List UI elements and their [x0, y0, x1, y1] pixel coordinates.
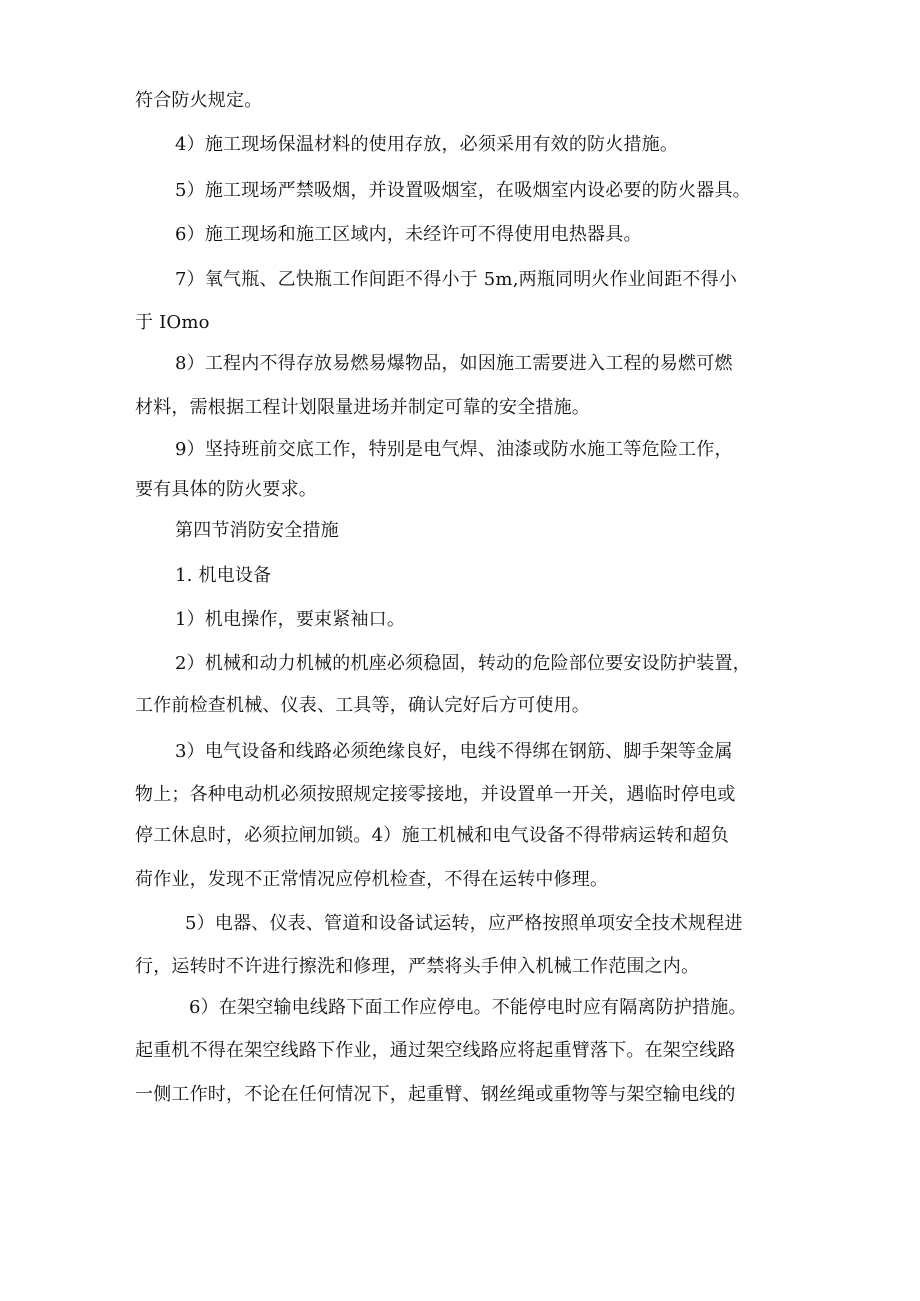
text-line: 要有具体的防火要求。: [135, 479, 317, 500]
text-line: 荷作业，发现不正常情况应停机检查，不得在运转中修理。: [135, 869, 609, 890]
section-heading: 第四节消防安全措施: [175, 520, 339, 541]
text-line: 1）机电操作，要束紧袖口。: [175, 609, 406, 630]
text-line: 符合防火规定。: [135, 90, 263, 111]
text-line: 8）工程内不得存放易燃易爆物品，如因施工需要进入工程的易燃可燃: [175, 353, 733, 374]
text-line: 5）电器、仪表、管道和设备试运转，应严格按照单项安全技术规程进: [185, 913, 743, 934]
text-line: 7）氧气瓶、乙快瓶工作间距不得小于 5m,两瓶同明火作业间距不得小: [175, 269, 738, 290]
text-line: 物上；各种电动机必须按照规定接零接地，并设置单一开关，遇临时停电或: [135, 784, 736, 805]
text-line: 5）施工现场严禁吸烟，并设置吸烟室，在吸烟室内设必要的防火器具。: [175, 180, 751, 201]
text-line: 4）施工现场保温材料的使用存放，必须采用有效的防火措施。: [175, 134, 679, 155]
text-line: 9）坚持班前交底工作，特别是电气焊、油漆或防水施工等危险工作，: [175, 439, 733, 460]
text-line: 起重机不得在架空线路下作业，通过架空线路应将起重臂落下。在架空线路: [135, 1040, 736, 1061]
text-line: 2）机械和动力机械的机座必须稳固，转动的危险部位要安设防护装置，: [175, 653, 751, 674]
text-line: 行，运转时不许进行擦洗和修理，严禁将头手伸入机械工作范围之内。: [135, 956, 700, 977]
text-line: 材料，需根据工程计划限量进场并制定可靠的安全措施。: [135, 397, 590, 418]
text-line: 工作前检查机械、仪表、工具等，确认完好后方可使用。: [135, 695, 590, 716]
text-line: 6）在架空输电线路下面工作应停电。不能停电时应有隔离防护措施。: [189, 997, 747, 1018]
text-line: 3）电气设备和线路必须绝缘良好，电线不得绑在钢筋、脚手架等金属: [175, 741, 733, 762]
text-line: 一侧工作时，不论在任何情况下，起重臂、钢丝绳或重物等与架空输电线的: [135, 1084, 736, 1105]
text-line: 6）施工现场和施工区域内，未经许可不得使用电热器具。: [175, 224, 642, 245]
subsection-heading: 1. 机电设备: [175, 565, 272, 586]
text-line: 于 IOmo: [135, 312, 210, 333]
text-line: 停工休息时，必须拉闸加锁。4）施工机械和电气设备不得带病运转和超负: [135, 825, 730, 846]
